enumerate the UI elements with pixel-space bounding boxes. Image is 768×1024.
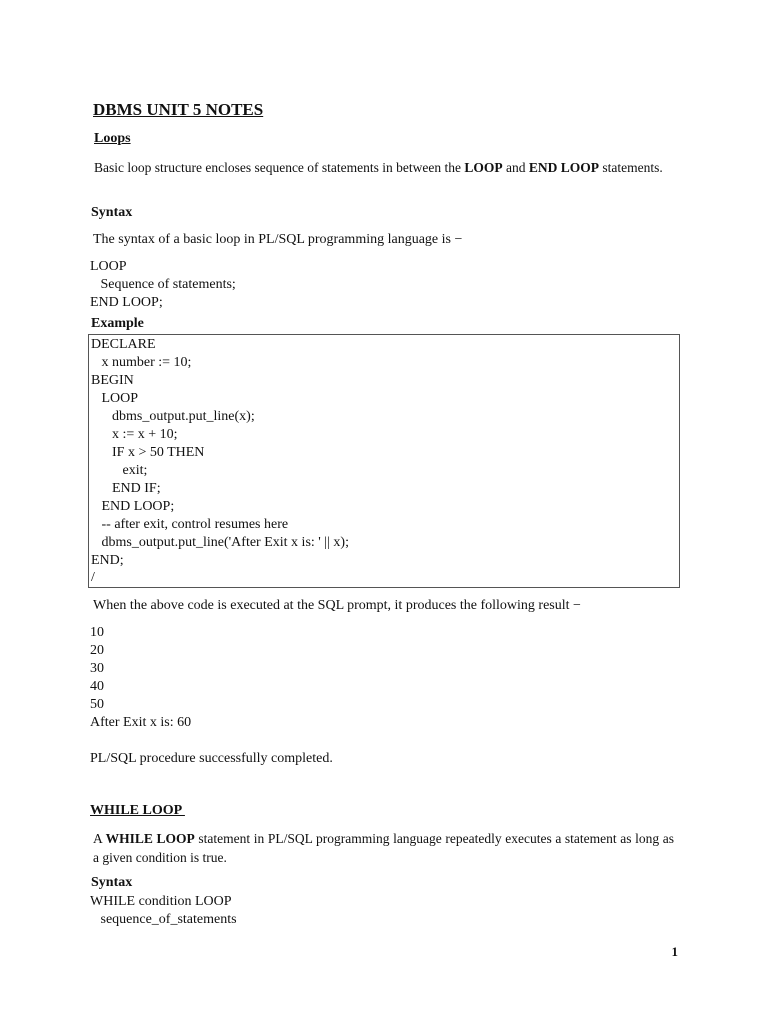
code-line: dbms_output.put_line(x);: [91, 409, 255, 424]
result-line: After Exit x is: 60: [90, 715, 192, 730]
code-line: x := x + 10;: [91, 427, 178, 442]
while-syntax-line: sequence_of_statements: [90, 912, 237, 927]
code-example-box: [88, 334, 680, 588]
result-line: 10: [90, 625, 104, 640]
page-number: 1: [671, 944, 678, 959]
document-title: DBMS UNIT 5 NOTES: [93, 100, 264, 119]
result-line: 50: [90, 697, 104, 712]
code-line: END;: [91, 553, 124, 568]
code-line: LOOP: [91, 391, 139, 406]
code-line: exit;: [91, 463, 148, 478]
code-line: -- after exit, control resumes here: [91, 517, 289, 532]
result-line: 20: [90, 643, 104, 658]
loops-heading: Loops: [94, 131, 131, 146]
loops-intro-keyword-end-loop: END LOOP: [528, 160, 600, 175]
code-line: IF x > 50 THEN: [91, 445, 205, 460]
while-intro-paragraph: [93, 829, 674, 867]
loops-intro-text-1: Basic loop structure encloses sequence of statements in between the: [94, 160, 465, 175]
loops-intro-text-3: statements.: [599, 160, 663, 175]
result-line: 40: [90, 679, 104, 694]
code-line: DECLARE: [91, 337, 156, 352]
while-loop-heading: WHILE LOOP: [90, 803, 185, 818]
loops-intro-paragraph: [94, 158, 674, 177]
while-syntax-line: WHILE condition LOOP: [90, 894, 232, 909]
while-intro-keyword: WHILE LOOP: [105, 831, 195, 846]
result-intro: When the above code is executed at the SQL prompt, it produces the following result −: [93, 598, 581, 613]
code-line: dbms_output.put_line('After Exit x is: ' || x);: [91, 535, 349, 550]
code-line: END LOOP;: [91, 499, 175, 514]
while-intro-text-2: statement in PL/SQL programming language repeatedly executes a statement as long as a given condition is true.: [93, 831, 675, 865]
syntax-heading: Syntax: [91, 205, 133, 220]
while-intro-text-1: A: [93, 831, 106, 846]
syntax-intro: The syntax of a basic loop in PL/SQL programming language is −: [93, 232, 463, 247]
while-syntax-heading: Syntax: [91, 875, 133, 890]
result-line: 30: [90, 661, 104, 676]
code-line: END IF;: [91, 481, 161, 496]
loops-intro-keyword-loop: LOOP: [464, 160, 503, 175]
syntax-line: Sequence of statements;: [90, 277, 236, 292]
code-line: /: [91, 570, 95, 585]
syntax-line: LOOP: [90, 259, 127, 274]
loops-intro-text-2: and: [502, 160, 529, 175]
example-heading: Example: [91, 316, 144, 331]
result-done: PL/SQL procedure successfully completed.: [90, 751, 333, 766]
code-line: x number := 10;: [91, 355, 192, 370]
syntax-line: END LOOP;: [90, 295, 163, 310]
code-line: BEGIN: [91, 373, 134, 388]
